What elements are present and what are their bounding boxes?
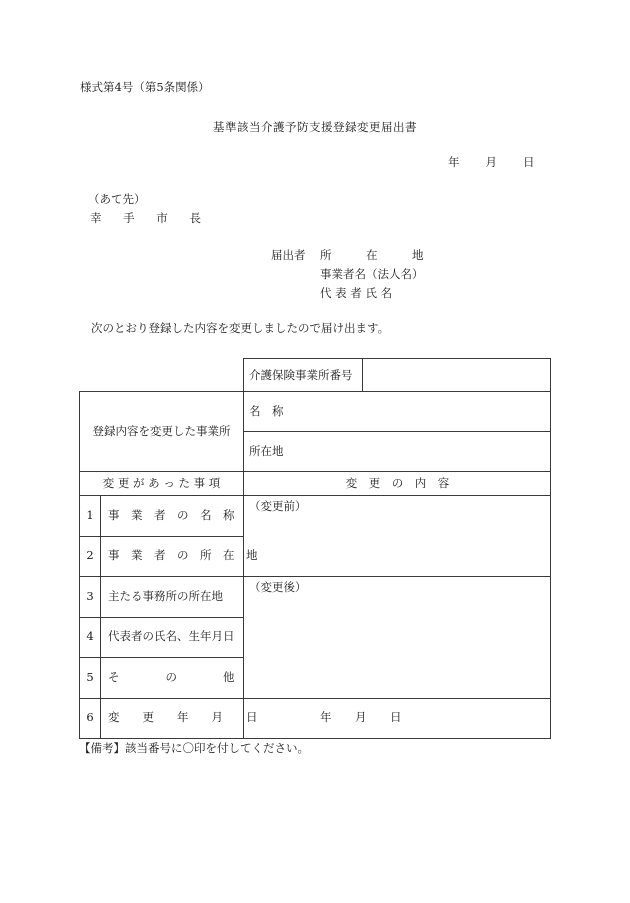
sender-representative-label: 代 表 者 氏 名 xyxy=(320,286,393,300)
change-date-year: 年 xyxy=(320,710,332,724)
table-border xyxy=(362,358,363,391)
office-name-label: 名 称 xyxy=(249,404,284,418)
sender-label: 届出者 xyxy=(271,248,306,262)
item-label: 事 業 者 の 所 在 地 xyxy=(108,548,258,562)
form-number: 様式第4号（第5条関係） xyxy=(80,80,210,94)
table-border xyxy=(243,431,551,432)
before-change-label: （変更前） xyxy=(249,499,307,513)
after-change-label: （変更後） xyxy=(249,580,307,594)
table-border xyxy=(243,358,244,391)
table-border xyxy=(243,358,551,359)
date-year: 年 xyxy=(448,155,460,169)
change-date-day: 日 xyxy=(390,710,402,724)
item-label: 変 更 年 月 日 xyxy=(108,710,258,724)
item-number: 5 xyxy=(86,670,94,684)
item-number: 2 xyxy=(86,548,94,562)
table-border xyxy=(79,657,244,658)
item-label: 代表者の氏名、生年月日 xyxy=(108,629,235,643)
addressee-name: 幸 手 市 長 xyxy=(90,211,210,225)
intro-text: 次のとおり登録した内容を変更しましたので届け出ます。 xyxy=(91,321,390,335)
change-form-table xyxy=(79,358,551,739)
change-contents-header: 変 更 の 内 容 xyxy=(345,476,450,490)
item-label: そ の 他 xyxy=(108,670,235,684)
date-day: 日 xyxy=(523,155,535,169)
table-border xyxy=(79,391,80,739)
changed-items-header: 変 更 が あ っ た 事 項 xyxy=(102,476,221,490)
item-number: 4 xyxy=(86,629,94,643)
table-border xyxy=(79,738,551,739)
table-border xyxy=(79,495,551,496)
document-title: 基準該当介護予防支援登録変更届出書 xyxy=(213,120,417,134)
sender-company-label: 事業者名（法人名） xyxy=(320,267,424,281)
item-label: 事 業 者 の 名 称 xyxy=(108,508,235,522)
table-border xyxy=(79,698,551,699)
date-month: 月 xyxy=(485,155,497,169)
addressee-label: （あて先） xyxy=(88,192,146,206)
submission-date xyxy=(448,157,535,169)
table-border xyxy=(243,391,244,739)
table-border xyxy=(79,391,551,392)
table-border xyxy=(79,536,244,537)
remarks-note: 【備考】該当番号に〇印を付してください。 xyxy=(79,741,309,755)
item-number: 6 xyxy=(86,710,94,724)
sender-address-label: 所 在 地 xyxy=(320,248,424,262)
office-location-label: 所在地 xyxy=(249,444,284,458)
office-number-label: 介護保険事業所番号 xyxy=(249,368,353,382)
table-border xyxy=(550,358,551,739)
table-border xyxy=(79,576,551,577)
item-number: 1 xyxy=(86,508,94,522)
change-date-month: 月 xyxy=(355,710,367,724)
changed-office-label: 登録内容を変更した事業所 xyxy=(92,424,231,438)
item-number: 3 xyxy=(86,589,94,603)
table-border xyxy=(79,471,551,472)
item-label: 主たる事務所の所在地 xyxy=(108,589,223,603)
table-border xyxy=(79,617,244,618)
